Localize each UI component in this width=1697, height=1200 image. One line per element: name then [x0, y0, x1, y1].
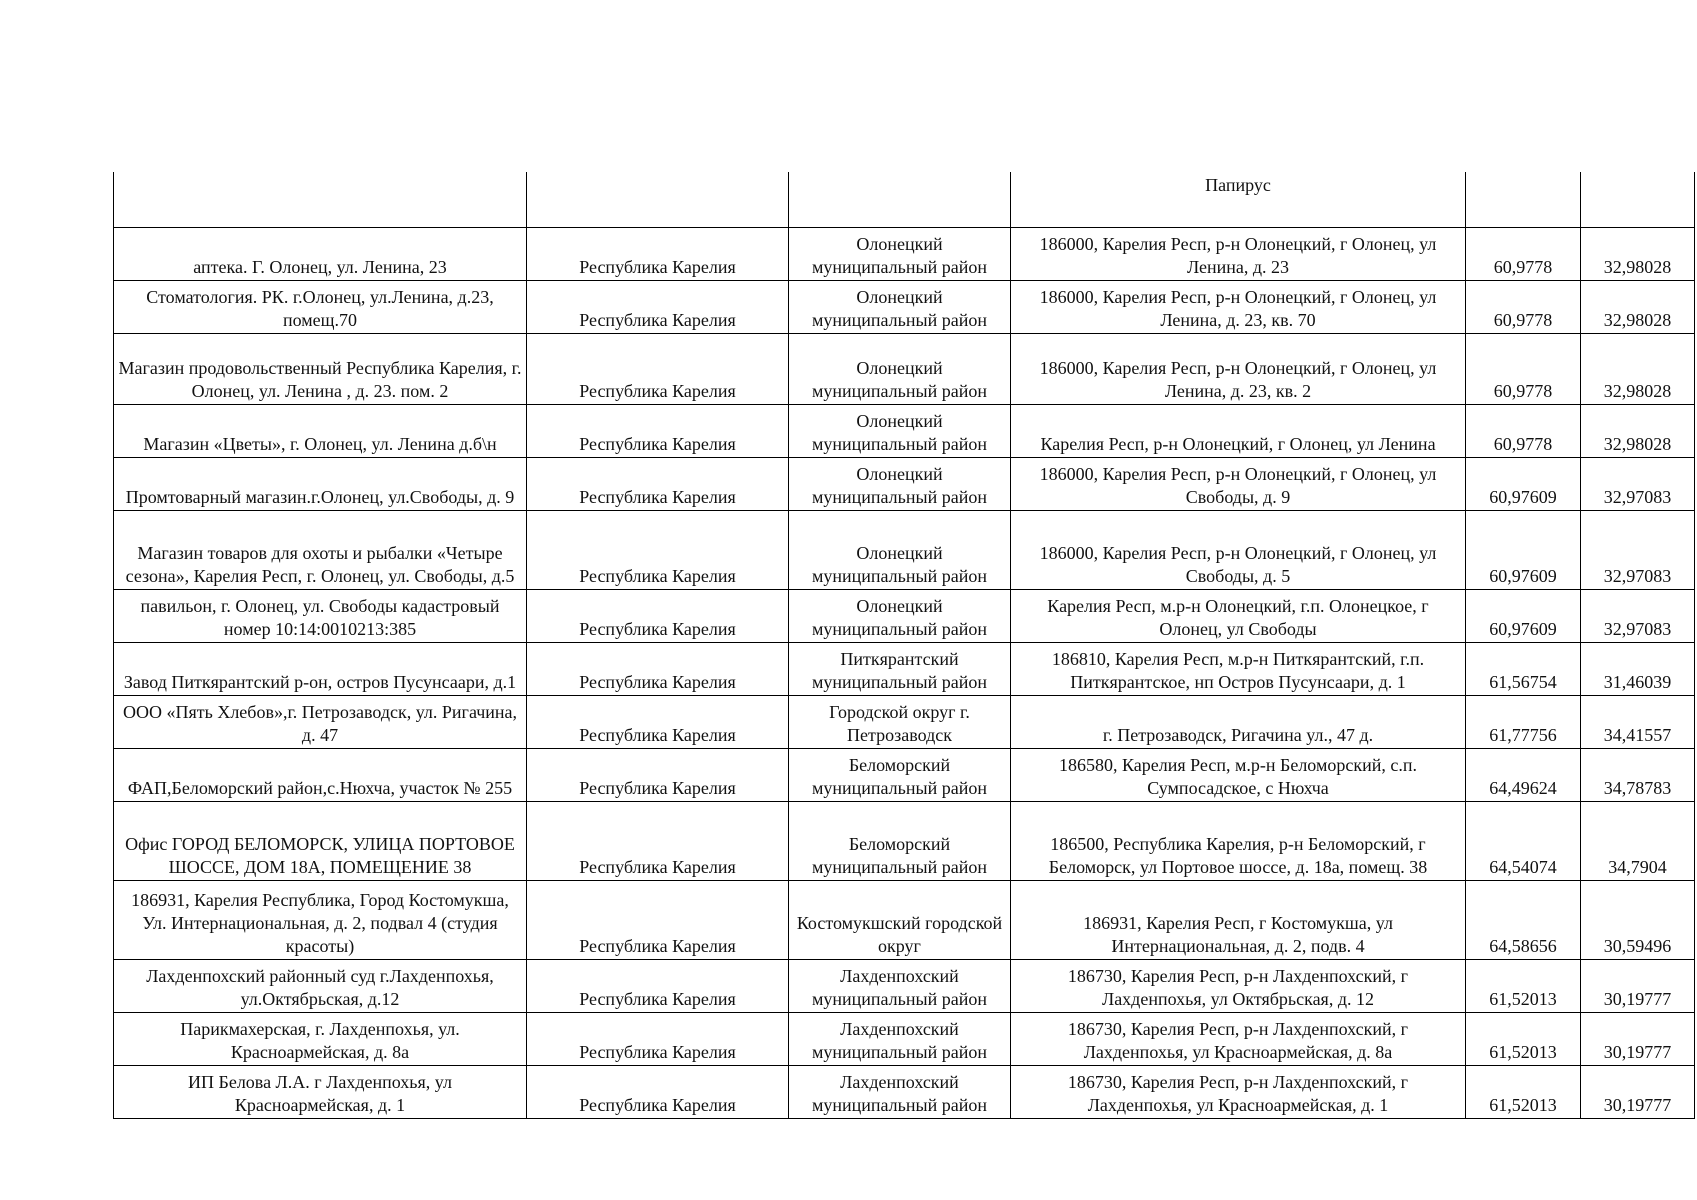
- cell-region: Республика Карелия: [527, 404, 789, 457]
- cell-district: Олонецкий муниципальный район: [789, 510, 1011, 589]
- cell-longitude: 30,19777: [1581, 1065, 1695, 1118]
- cell-name: Магазин товаров для охоты и рыбалки «Четыре сезона», Карелия Респ, г. Олонец, ул. Свободы, д.5: [114, 510, 527, 589]
- cell-address: 186730, Карелия Респ, р-н Лахденпохский, г Лахденпохья, ул Октябрьская, д. 12: [1011, 959, 1466, 1012]
- cell-longitude: 32,98028: [1581, 404, 1695, 457]
- cell-district: Беломорский муниципальный район: [789, 801, 1011, 880]
- cell-district: Олонецкий муниципальный район: [789, 227, 1011, 280]
- cell-longitude: 30,19777: [1581, 1012, 1695, 1065]
- cell-latitude: 60,97609: [1466, 510, 1581, 589]
- cell-address: Папирус: [1011, 172, 1466, 227]
- cell-name: ИП Белова Л.А. г Лахденпохья, ул Красноармейская, д. 1: [114, 1065, 527, 1118]
- cell-address: 186000, Карелия Респ, р-н Олонецкий, г Олонец, ул Ленина, д. 23, кв. 2: [1011, 333, 1466, 404]
- cell-longitude: 30,59496: [1581, 880, 1695, 959]
- cell-address: 186730, Карелия Респ, р-н Лахденпохский, г Лахденпохья, ул Красноармейская, д. 8а: [1011, 1012, 1466, 1065]
- cell-region: [527, 172, 789, 227]
- table-row: [114, 172, 1695, 227]
- table-row: [114, 959, 1695, 1012]
- table-row: [114, 333, 1695, 404]
- cell-name: Промтоварный магазин.г.Олонец, ул.Свободы, д. 9: [114, 457, 527, 510]
- table-row: [114, 1065, 1695, 1118]
- cell-district: Лахденпохский муниципальный район: [789, 959, 1011, 1012]
- cell-longitude: 32,98028: [1581, 333, 1695, 404]
- cell-name: павильон, г. Олонец, ул. Свободы кадастровый номер 10:14:0010213:385: [114, 589, 527, 642]
- table-row: [114, 695, 1695, 748]
- table-row: [114, 801, 1695, 880]
- cell-district: Лахденпохский муниципальный район: [789, 1012, 1011, 1065]
- cell-name: Офис ГОРОД БЕЛОМОРСК, УЛИЦА ПОРТОВОЕ ШОССЕ, ДОМ 18А, ПОМЕЩЕНИЕ 38: [114, 801, 527, 880]
- cell-latitude: 61,52013: [1466, 959, 1581, 1012]
- cell-latitude: 64,54074: [1466, 801, 1581, 880]
- cell-region: Республика Карелия: [527, 280, 789, 333]
- cell-address: г. Петрозаводск, Ригачина ул., 47 д.: [1011, 695, 1466, 748]
- cell-latitude: 60,9778: [1466, 404, 1581, 457]
- table-row: [114, 510, 1695, 589]
- cell-longitude: 34,41557: [1581, 695, 1695, 748]
- registry-table: [113, 172, 1695, 1119]
- cell-longitude: [1581, 172, 1695, 227]
- cell-latitude: 64,49624: [1466, 748, 1581, 801]
- table-row: [114, 280, 1695, 333]
- cell-name: Лахденпохский районный суд г.Лахденпохья, ул.Октябрьская, д.12: [114, 959, 527, 1012]
- table-row: [114, 589, 1695, 642]
- table-row: [114, 404, 1695, 457]
- cell-district: Беломорский муниципальный район: [789, 748, 1011, 801]
- cell-district: Костомукшский городской округ: [789, 880, 1011, 959]
- table-row: [114, 227, 1695, 280]
- cell-latitude: 61,56754: [1466, 642, 1581, 695]
- cell-latitude: 60,9778: [1466, 227, 1581, 280]
- cell-district: Олонецкий муниципальный район: [789, 457, 1011, 510]
- cell-region: Республика Карелия: [527, 880, 789, 959]
- cell-name: Завод Питкярантский р-он, остров Пусунсаари, д.1: [114, 642, 527, 695]
- cell-district: Олонецкий муниципальный район: [789, 589, 1011, 642]
- cell-latitude: 60,97609: [1466, 589, 1581, 642]
- cell-region: Республика Карелия: [527, 589, 789, 642]
- cell-district: Городской округ г. Петрозаводск: [789, 695, 1011, 748]
- cell-region: Республика Карелия: [527, 642, 789, 695]
- cell-latitude: 60,97609: [1466, 457, 1581, 510]
- cell-name: 186931, Карелия Республика, Город Костомукша, Ул. Интернациональная, д. 2, подвал 4 (студия красоты): [114, 880, 527, 959]
- cell-region: Республика Карелия: [527, 1065, 789, 1118]
- cell-address: 186000, Карелия Респ, р-н Олонецкий, г Олонец, ул Ленина, д. 23: [1011, 227, 1466, 280]
- cell-longitude: 32,97083: [1581, 510, 1695, 589]
- cell-address: 186810, Карелия Респ, м.р-н Питкярантский, г.п. Питкярантское, нп Остров Пусунсаари, д. 1: [1011, 642, 1466, 695]
- cell-name: аптека. Г. Олонец, ул. Ленина, 23: [114, 227, 527, 280]
- cell-region: Республика Карелия: [527, 510, 789, 589]
- cell-district: [789, 172, 1011, 227]
- cell-longitude: 34,78783: [1581, 748, 1695, 801]
- cell-latitude: 60,9778: [1466, 280, 1581, 333]
- cell-district: Олонецкий муниципальный район: [789, 280, 1011, 333]
- cell-address: 186931, Карелия Респ, г Костомукша, ул Интернациональная, д. 2, подв. 4: [1011, 880, 1466, 959]
- cell-name: Стоматология. РК. г.Олонец, ул.Ленина, д.23, помещ.70: [114, 280, 527, 333]
- table-body: [114, 172, 1695, 1118]
- cell-longitude: 32,98028: [1581, 280, 1695, 333]
- cell-latitude: 60,9778: [1466, 333, 1581, 404]
- cell-name: ФАП,Беломорский район,с.Нюхча, участок № 255: [114, 748, 527, 801]
- cell-region: Республика Карелия: [527, 333, 789, 404]
- cell-latitude: [1466, 172, 1581, 227]
- cell-region: Республика Карелия: [527, 959, 789, 1012]
- cell-district: Олонецкий муниципальный район: [789, 404, 1011, 457]
- cell-longitude: 32,97083: [1581, 589, 1695, 642]
- table-row: [114, 880, 1695, 959]
- cell-name: Магазин продовольственный Республика Карелия, г. Олонец, ул. Ленина , д. 23. пом. 2: [114, 333, 527, 404]
- cell-region: Республика Карелия: [527, 457, 789, 510]
- cell-name: ООО «Пять Хлебов»,г. Петрозаводск, ул. Ригачина, д. 47: [114, 695, 527, 748]
- table-row: [114, 457, 1695, 510]
- cell-region: Республика Карелия: [527, 227, 789, 280]
- cell-district: Лахденпохский муниципальный район: [789, 1065, 1011, 1118]
- cell-region: Республика Карелия: [527, 801, 789, 880]
- cell-address: 186580, Карелия Респ, м.р-н Беломорский, с.п. Сумпосадское, с Нюхча: [1011, 748, 1466, 801]
- table-row: [114, 748, 1695, 801]
- cell-address: 186000, Карелия Респ, р-н Олонецкий, г Олонец, ул Свободы, д. 5: [1011, 510, 1466, 589]
- cell-latitude: 61,52013: [1466, 1065, 1581, 1118]
- table-row: [114, 1012, 1695, 1065]
- cell-address: 186000, Карелия Респ, р-н Олонецкий, г Олонец, ул Свободы, д. 9: [1011, 457, 1466, 510]
- cell-address: Карелия Респ, м.р-н Олонецкий, г.п. Олонецкое, г Олонец, ул Свободы: [1011, 589, 1466, 642]
- cell-longitude: 32,98028: [1581, 227, 1695, 280]
- cell-longitude: 32,97083: [1581, 457, 1695, 510]
- cell-address: 186000, Карелия Респ, р-н Олонецкий, г Олонец, ул Ленина, д. 23, кв. 70: [1011, 280, 1466, 333]
- cell-district: Олонецкий муниципальный район: [789, 333, 1011, 404]
- cell-name: Магазин «Цветы», г. Олонец, ул. Ленина д.б\н: [114, 404, 527, 457]
- cell-region: Республика Карелия: [527, 695, 789, 748]
- table-row: [114, 642, 1695, 695]
- cell-district: Питкярантский муниципальный район: [789, 642, 1011, 695]
- cell-longitude: 30,19777: [1581, 959, 1695, 1012]
- cell-name: Парикмахерская, г. Лахденпохья, ул. Красноармейская, д. 8а: [114, 1012, 527, 1065]
- cell-address: Карелия Респ, р-н Олонецкий, г Олонец, ул Ленина: [1011, 404, 1466, 457]
- cell-region: Республика Карелия: [527, 748, 789, 801]
- cell-address: 186730, Карелия Респ, р-н Лахденпохский, г Лахденпохья, ул Красноармейская, д. 1: [1011, 1065, 1466, 1118]
- cell-longitude: 34,7904: [1581, 801, 1695, 880]
- cell-latitude: 61,77756: [1466, 695, 1581, 748]
- cell-region: Республика Карелия: [527, 1012, 789, 1065]
- cell-address: 186500, Республика Карелия, р-н Беломорский, г Беломорск, ул Портовое шоссе, д. 18а, помещ. 38: [1011, 801, 1466, 880]
- cell-latitude: 64,58656: [1466, 880, 1581, 959]
- cell-latitude: 61,52013: [1466, 1012, 1581, 1065]
- cell-longitude: 31,46039: [1581, 642, 1695, 695]
- cell-name: [114, 172, 527, 227]
